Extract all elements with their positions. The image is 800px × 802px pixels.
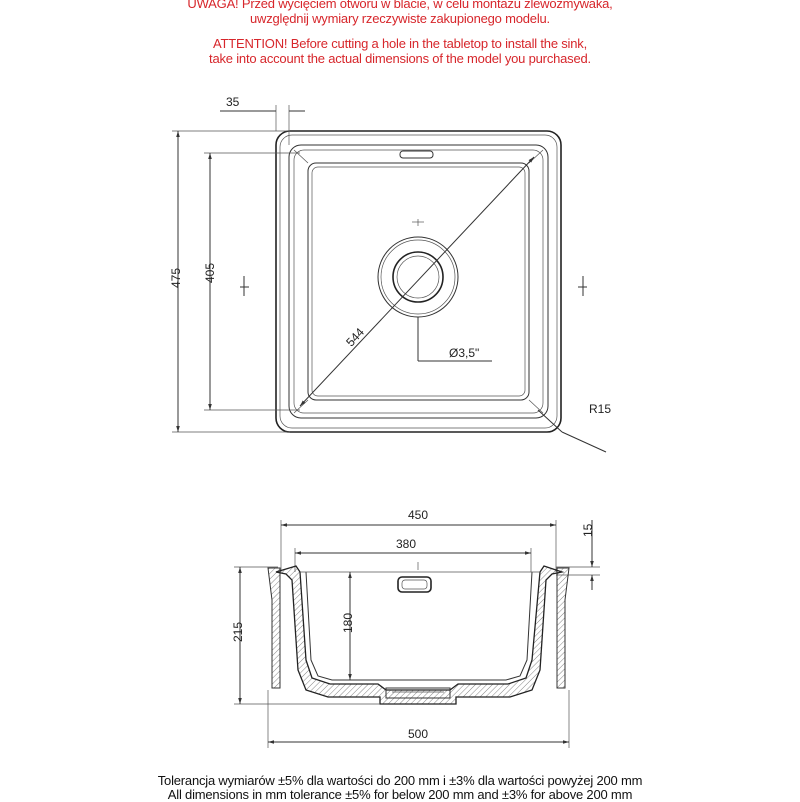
top-view-outer-rim-inner-line	[280, 135, 557, 428]
sink-shell-section	[276, 566, 562, 704]
dim-380-label: 380	[396, 537, 417, 551]
warning-text-en-line-2: take into account the actual dimensions of the model you purchased.	[209, 51, 591, 66]
warning-text-pl-line-2: uwzględnij wymiary rzeczywiste zakupionego modelu.	[250, 11, 550, 26]
top-view-bowl-bottom-inner	[312, 167, 525, 396]
top-view-bowl-inner	[294, 150, 543, 413]
diagonal-dimension-line	[300, 157, 534, 406]
top-view-outer-rim	[276, 131, 561, 432]
dim-180-label: 180	[341, 612, 355, 633]
radius-r15-label: R15	[589, 402, 612, 416]
section-marker-right	[578, 276, 587, 296]
overflow-opening	[398, 577, 431, 592]
dim-405-label: 405	[203, 262, 217, 283]
top-view	[169, 95, 611, 452]
section-marker-left	[240, 276, 249, 296]
dim-475-label: 475	[169, 267, 183, 288]
side-view	[231, 508, 600, 748]
countertop-left	[268, 568, 280, 688]
overflow-slot	[400, 151, 433, 158]
dim-450-label: 450	[408, 508, 429, 522]
drain-icon	[378, 237, 458, 317]
dim-544-label: 544	[343, 325, 368, 350]
footer-tolerance-pl: Tolerancja wymiarów ±5% dla wartości do 200 mm i ±3% dla wartości powyżej 200 mm	[157, 773, 643, 788]
dim-15-label: 15	[581, 523, 595, 537]
footer-tolerance-en: All dimensions in mm tolerance ±5% for below 200 mm and ±3% for above 200 mm	[167, 787, 633, 802]
drain-diameter-label: Ø3,5"	[449, 346, 480, 360]
dim-500-label: 500	[408, 727, 429, 741]
dim-35-label: 35	[226, 95, 240, 109]
dim-215-label: 215	[231, 621, 245, 642]
countertop-right	[557, 568, 569, 688]
warning-text-en-line-1: ATTENTION! Before cutting a hole in the tabletop to install the sink,	[213, 36, 587, 51]
top-view-bowl-bottom	[308, 163, 529, 400]
warning-text-pl-line-1: UWAGA! Przed wycięciem otworu w blacie, w celu montażu zlewozmywaka,	[187, 0, 613, 11]
